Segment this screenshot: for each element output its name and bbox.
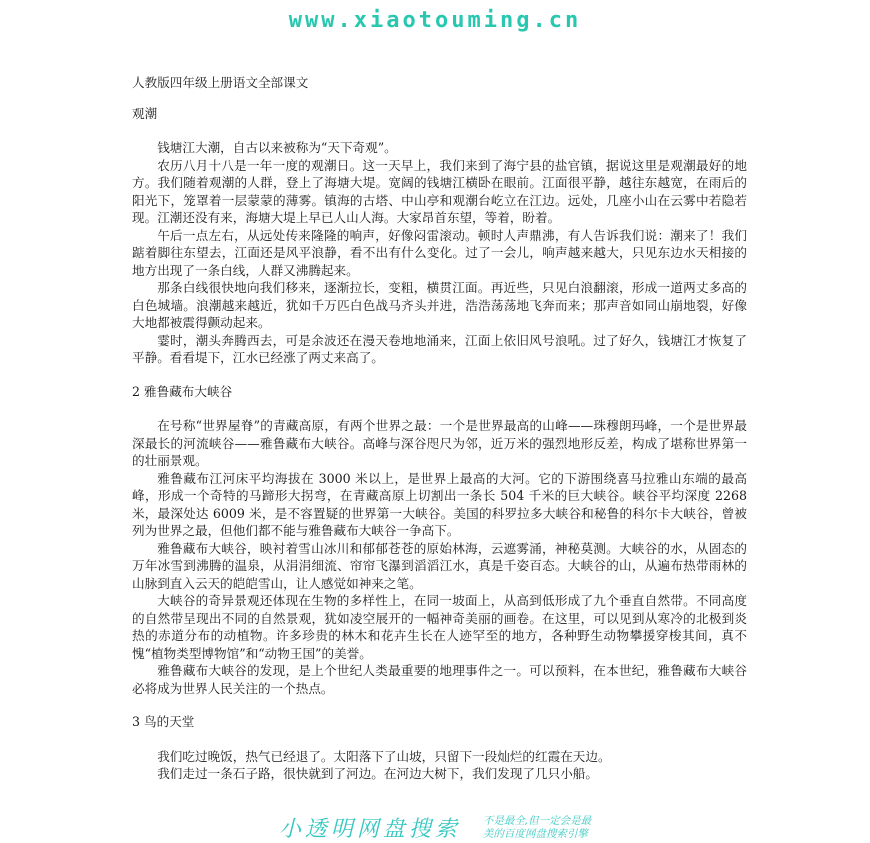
- paragraph: 我们走过一条石子路，很快就到了河边。在河边大树下，我们发现了几只小船。: [157, 766, 598, 781]
- footer-watermark[interactable]: [0, 812, 870, 843]
- footer-brand[interactable]: 小透明网盘搜索: [278, 817, 461, 842]
- paragraph: 霎时，潮头奔腾西去，可是余波还在漫天卷地地涌来，江面上依旧风号浪吼。过了好久，钱塘江才恢复了平静。看看堤下，江水已经涨了两丈来高了。: [132, 332, 747, 365]
- section-heading-bird-paradise: 3 鸟的天堂: [132, 714, 195, 729]
- paragraph: 雅鲁藏布江河床平均海拔在 3000 米以上，是世界上最高的大河。它的下游围绕喜马拉雅山东端的最高峰，形成一个奇特的马蹄形大拐弯，在青藏高原上切割出一条长 504 千米的巨大峡谷。峡谷平均深度 2268 米，最深处达 6009 米，是不容置疑的世界第一大峡谷。美国的科罗拉多大峡谷和秘鲁的科尔卡大峡谷，曾被列为世界之最，但他们都不能与雅鲁藏布大峡谷一争高下。: [132, 470, 747, 538]
- paragraph: 农历八月十八是一年一度的观潮日。这一天早上，我们来到了海宁县的盐官镇，据说这里是观潮最好的地方。我们随着观潮的人群，登上了海塘大堤。宽阔的钱塘江横卧在眼前。江面很平静，越往东越宽，在雨后的阳光下，笼罩着一层蒙蒙的薄雾。镇海的古塔、中山亭和观潮台屹立在江边。远处，几座小山在云雾中若隐若现。江潮还没有来，海塘大堤上早已人山人海。大家昂首东望，等着，盼着。: [132, 157, 747, 225]
- paragraph: 午后一点左右，从远处传来隆隆的响声，好像闷雷滚动。顿时人声鼎沸，有人告诉我们说：潮来了！我们踮着脚往东望去，江面还是风平浪静，看不出有什么变化。过了一会儿，响声越来越大，只见东边水天相接的地方出现了一条白线，人群又沸腾起来。: [132, 227, 747, 278]
- document-title: 人教版四年级上册语文全部课文: [132, 75, 309, 90]
- site-url-watermark[interactable]: www.xiaotouming.cn: [288, 8, 582, 33]
- paragraph: 我们吃过晚饭，热气已经退了。太阳落下了山坡，只留下一段灿烂的红霞在天边。: [157, 748, 611, 764]
- slogan-line-2: 美的百度网盘搜索引擎: [482, 827, 588, 840]
- section-heading-yarlung-tsangpo: 2 雅鲁藏布大峡谷: [132, 383, 233, 399]
- paragraph: 钱塘江大潮，自古以来被称为“天下奇观”。: [157, 140, 397, 155]
- slogan-line-1: 不是最全,但一定会是最: [482, 814, 592, 827]
- section-heading-guanchao: 观潮: [132, 105, 158, 121]
- paragraph: 那条白线很快地向我们移来，逐渐拉长，变粗，横贯江面。再近些，只见白浪翻滚，形成一道两丈多高的白色城墙。浪潮越来越近，犹如千万匹白色战马齐头并进，浩浩荡荡地飞奔而来；那声音如同山崩地裂，好像大地都被震得颤动起来。: [132, 280, 747, 330]
- paragraph: 雅鲁藏布大峡谷的发现，是上个世纪人类最重要的地理事件之一。可以预料，在本世纪，雅鲁藏布大峡谷必将成为世界人民关注的一个热点。: [132, 663, 747, 696]
- document-body: [132, 74, 747, 783]
- paragraph: 大峡谷的奇异景观还体现在生物的多样性上，在同一坡面上，从高到低形成了九个垂直自然带。不同高度的自然带呈现出不同的自然景观，犹如凌空展开的一幅神奇美丽的画卷。在这里，可以见到从寒冷的北极到炎热的赤道分布的动植物。许多珍贵的林木和花卉生长在人迹罕至的地方，各种野生动物攀援穿梭其间，真不愧“植物类型博物馆”和“动物王国”的美誉。: [132, 593, 747, 661]
- paragraph: 雅鲁藏布大峡谷，映衬着雪山冰川和郁郁苍苍的原始林海，云遮雾涌，神秘莫测。大峡谷的水，从固态的万年冰雪到沸腾的温泉，从涓涓细流、帘帘飞瀑到滔滔江水，真是千姿百态。大峡谷的山，从遍布热带雨林的山脉到直入云天的皑皑雪山，让人感觉如神来之笔。: [132, 540, 747, 591]
- paragraph: 在号称“世界屋脊”的青藏高原，有两个世界之最：一个是世界最高的山峰——珠穆朗玛峰，一个是世界最深最长的河流峡谷——雅鲁藏布大峡谷。高峰与深谷咫尺为邻，近万米的强烈地形反差，构成了堪称世界第一的壮丽景观。: [132, 418, 747, 468]
- footer-slogan: [483, 815, 591, 841]
